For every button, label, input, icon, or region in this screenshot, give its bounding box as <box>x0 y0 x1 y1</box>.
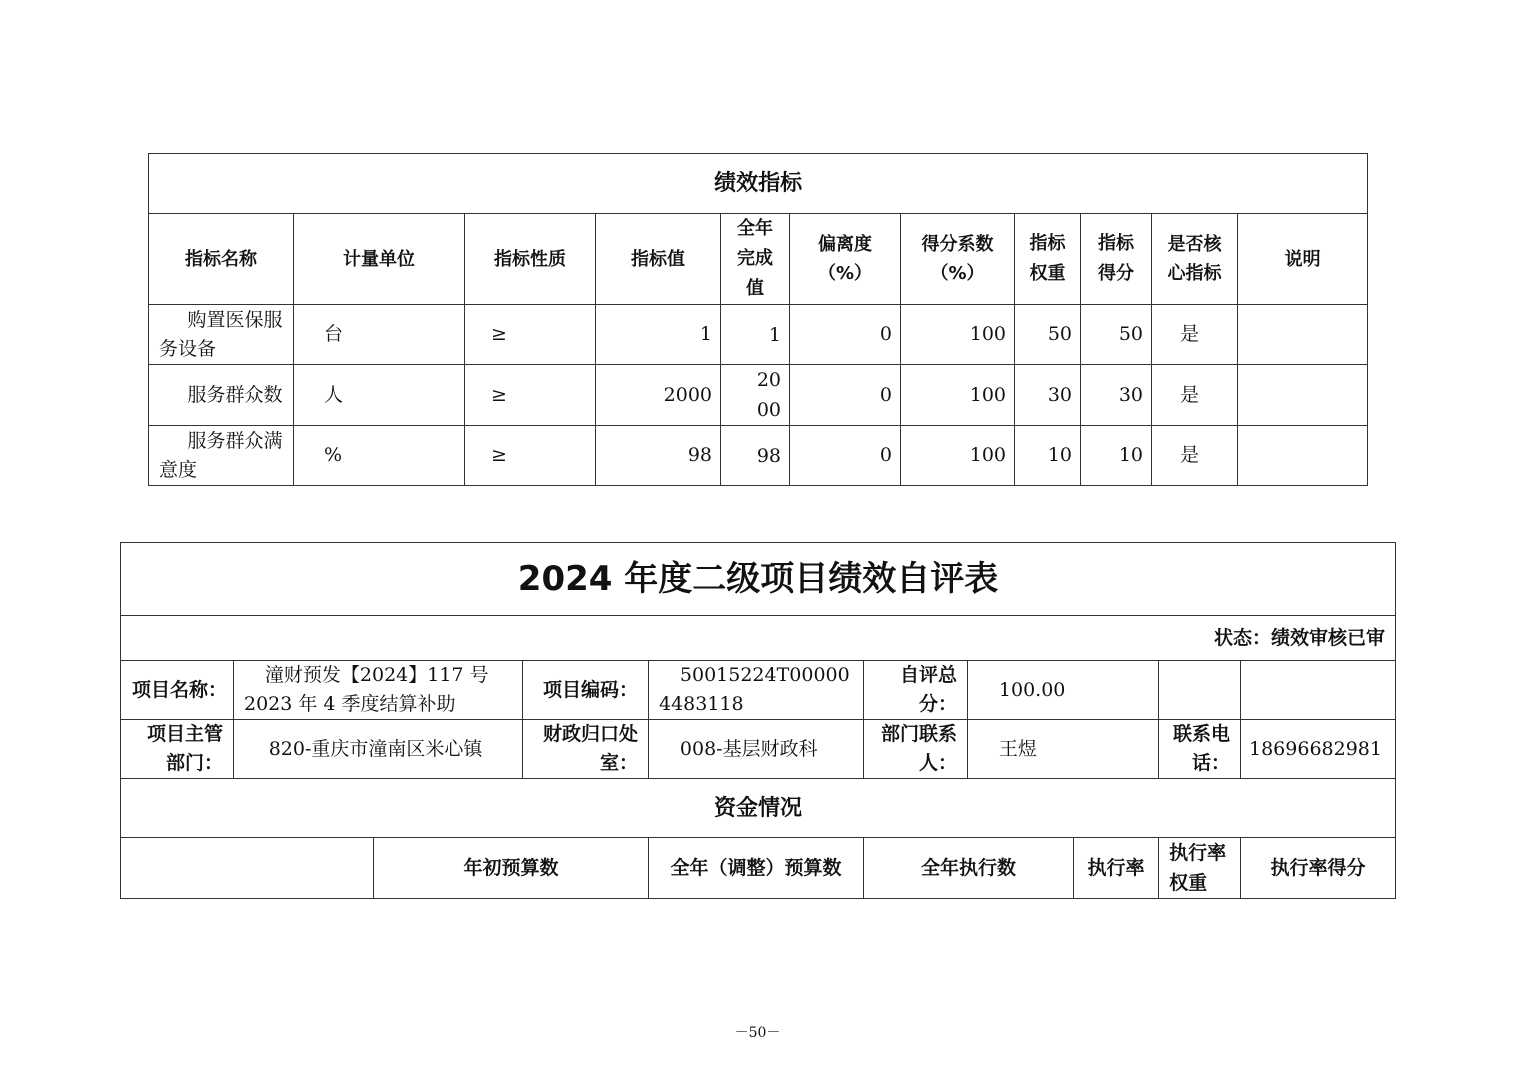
indicator-target: 2000 <box>596 365 721 426</box>
dept-value: 820-重庆市潼南区米心镇 <box>234 720 523 779</box>
contact-label: 部门联系人： <box>864 720 968 779</box>
project-name-label: 项目名称： <box>121 661 234 720</box>
evaluation-table <box>120 542 1396 899</box>
fund-header-blank <box>121 838 374 899</box>
indicator-nature: ≥ <box>465 305 596 365</box>
indicator-target: 1 <box>596 305 721 365</box>
empty-cell <box>1241 661 1396 720</box>
funds-title: 资金情况 <box>121 779 1396 838</box>
fund-header-exec-rate-score: 执行率得分 <box>1241 838 1396 899</box>
fund-header-initial-budget: 年初预算数 <box>374 838 649 899</box>
status-badge: 状态：绩效审核已审 <box>121 616 1396 661</box>
header-nature: 指标性质 <box>465 214 596 305</box>
header-core-indicator: 是否核心指标 <box>1152 214 1238 305</box>
header-score-coefficient: 得分系数（%） <box>901 214 1015 305</box>
fund-header-adjusted-budget: 全年（调整）预算数 <box>649 838 864 899</box>
indicator-weight: 10 <box>1015 426 1081 486</box>
indicator-name: 服务群众满意度 <box>159 429 283 481</box>
project-code-label: 项目编码： <box>523 661 649 720</box>
indicator-deviation: 0 <box>790 365 901 426</box>
indicator-deviation: 0 <box>790 426 901 486</box>
finance-label: 财政归口处室： <box>523 720 649 779</box>
indicator-coefficient: 100 <box>901 305 1015 365</box>
indicator-score: 50 <box>1081 305 1152 365</box>
indicator-note <box>1238 305 1368 365</box>
header-indicator-name: 指标名称 <box>149 214 294 305</box>
table-row <box>149 305 1368 365</box>
phone-value: 18696682981 <box>1241 720 1396 779</box>
table-row <box>149 426 1368 486</box>
header-target-value: 指标值 <box>596 214 721 305</box>
indicator-nature: ≥ <box>465 426 596 486</box>
finance-value: 008-基层财政科 <box>649 720 864 779</box>
indicator-name: 购置医保服务设备 <box>159 308 283 360</box>
indicator-weight: 50 <box>1015 305 1081 365</box>
indicator-core: 是 <box>1152 426 1238 486</box>
header-unit: 计量单位 <box>294 214 465 305</box>
project-name-value: 潼财预发【2024】117 号 2023 年 4 季度结算补助 <box>234 661 523 720</box>
indicator-actual: 1 <box>768 323 781 346</box>
indicator-actual: 98 <box>756 444 781 467</box>
indicator-coefficient: 100 <box>901 365 1015 426</box>
indicator-core: 是 <box>1152 305 1238 365</box>
dept-label: 项目主管部门： <box>121 720 234 779</box>
indicators-table <box>148 153 1368 486</box>
fund-header-executed: 全年执行数 <box>864 838 1074 899</box>
header-weight: 指标权重 <box>1029 233 1066 284</box>
table-row <box>149 365 1368 426</box>
indicator-nature: ≥ <box>465 365 596 426</box>
indicator-score: 10 <box>1081 426 1152 486</box>
indicator-coefficient: 100 <box>901 426 1015 486</box>
indicators-title: 绩效指标 <box>149 154 1368 214</box>
empty-cell <box>1159 661 1241 720</box>
header-actual-value: 全年完成值 <box>737 218 773 299</box>
indicator-deviation: 0 <box>790 305 901 365</box>
evaluation-title: 2024 年度二级项目绩效自评表 <box>121 543 1396 616</box>
phone-label: 联系电话： <box>1172 723 1230 774</box>
indicator-note <box>1238 426 1368 486</box>
contact-value: 王煜 <box>968 720 1159 779</box>
indicator-name: 服务群众数 <box>187 383 283 406</box>
indicator-target: 98 <box>596 426 721 486</box>
header-deviation: 偏离度（%） <box>790 214 901 305</box>
header-note: 说明 <box>1238 214 1368 305</box>
self-score-label: 自评总分： <box>864 661 968 720</box>
indicator-weight: 30 <box>1015 365 1081 426</box>
indicator-unit: % <box>294 426 465 486</box>
indicator-score: 30 <box>1081 365 1152 426</box>
fund-header-exec-rate: 执行率 <box>1074 838 1159 899</box>
project-code-value: 50015224T000004483118 <box>649 661 864 720</box>
header-score: 指标得分 <box>1098 233 1134 284</box>
indicator-unit: 台 <box>294 305 465 365</box>
self-score-value: 100.00 <box>968 661 1159 720</box>
indicator-note <box>1238 365 1368 426</box>
fund-header-exec-rate-weight: 执行率权重 <box>1169 842 1227 894</box>
indicator-core: 是 <box>1152 365 1238 426</box>
page-number: －50－ <box>734 1025 781 1041</box>
indicator-actual: 2000 <box>756 369 781 421</box>
indicator-unit: 人 <box>294 365 465 426</box>
